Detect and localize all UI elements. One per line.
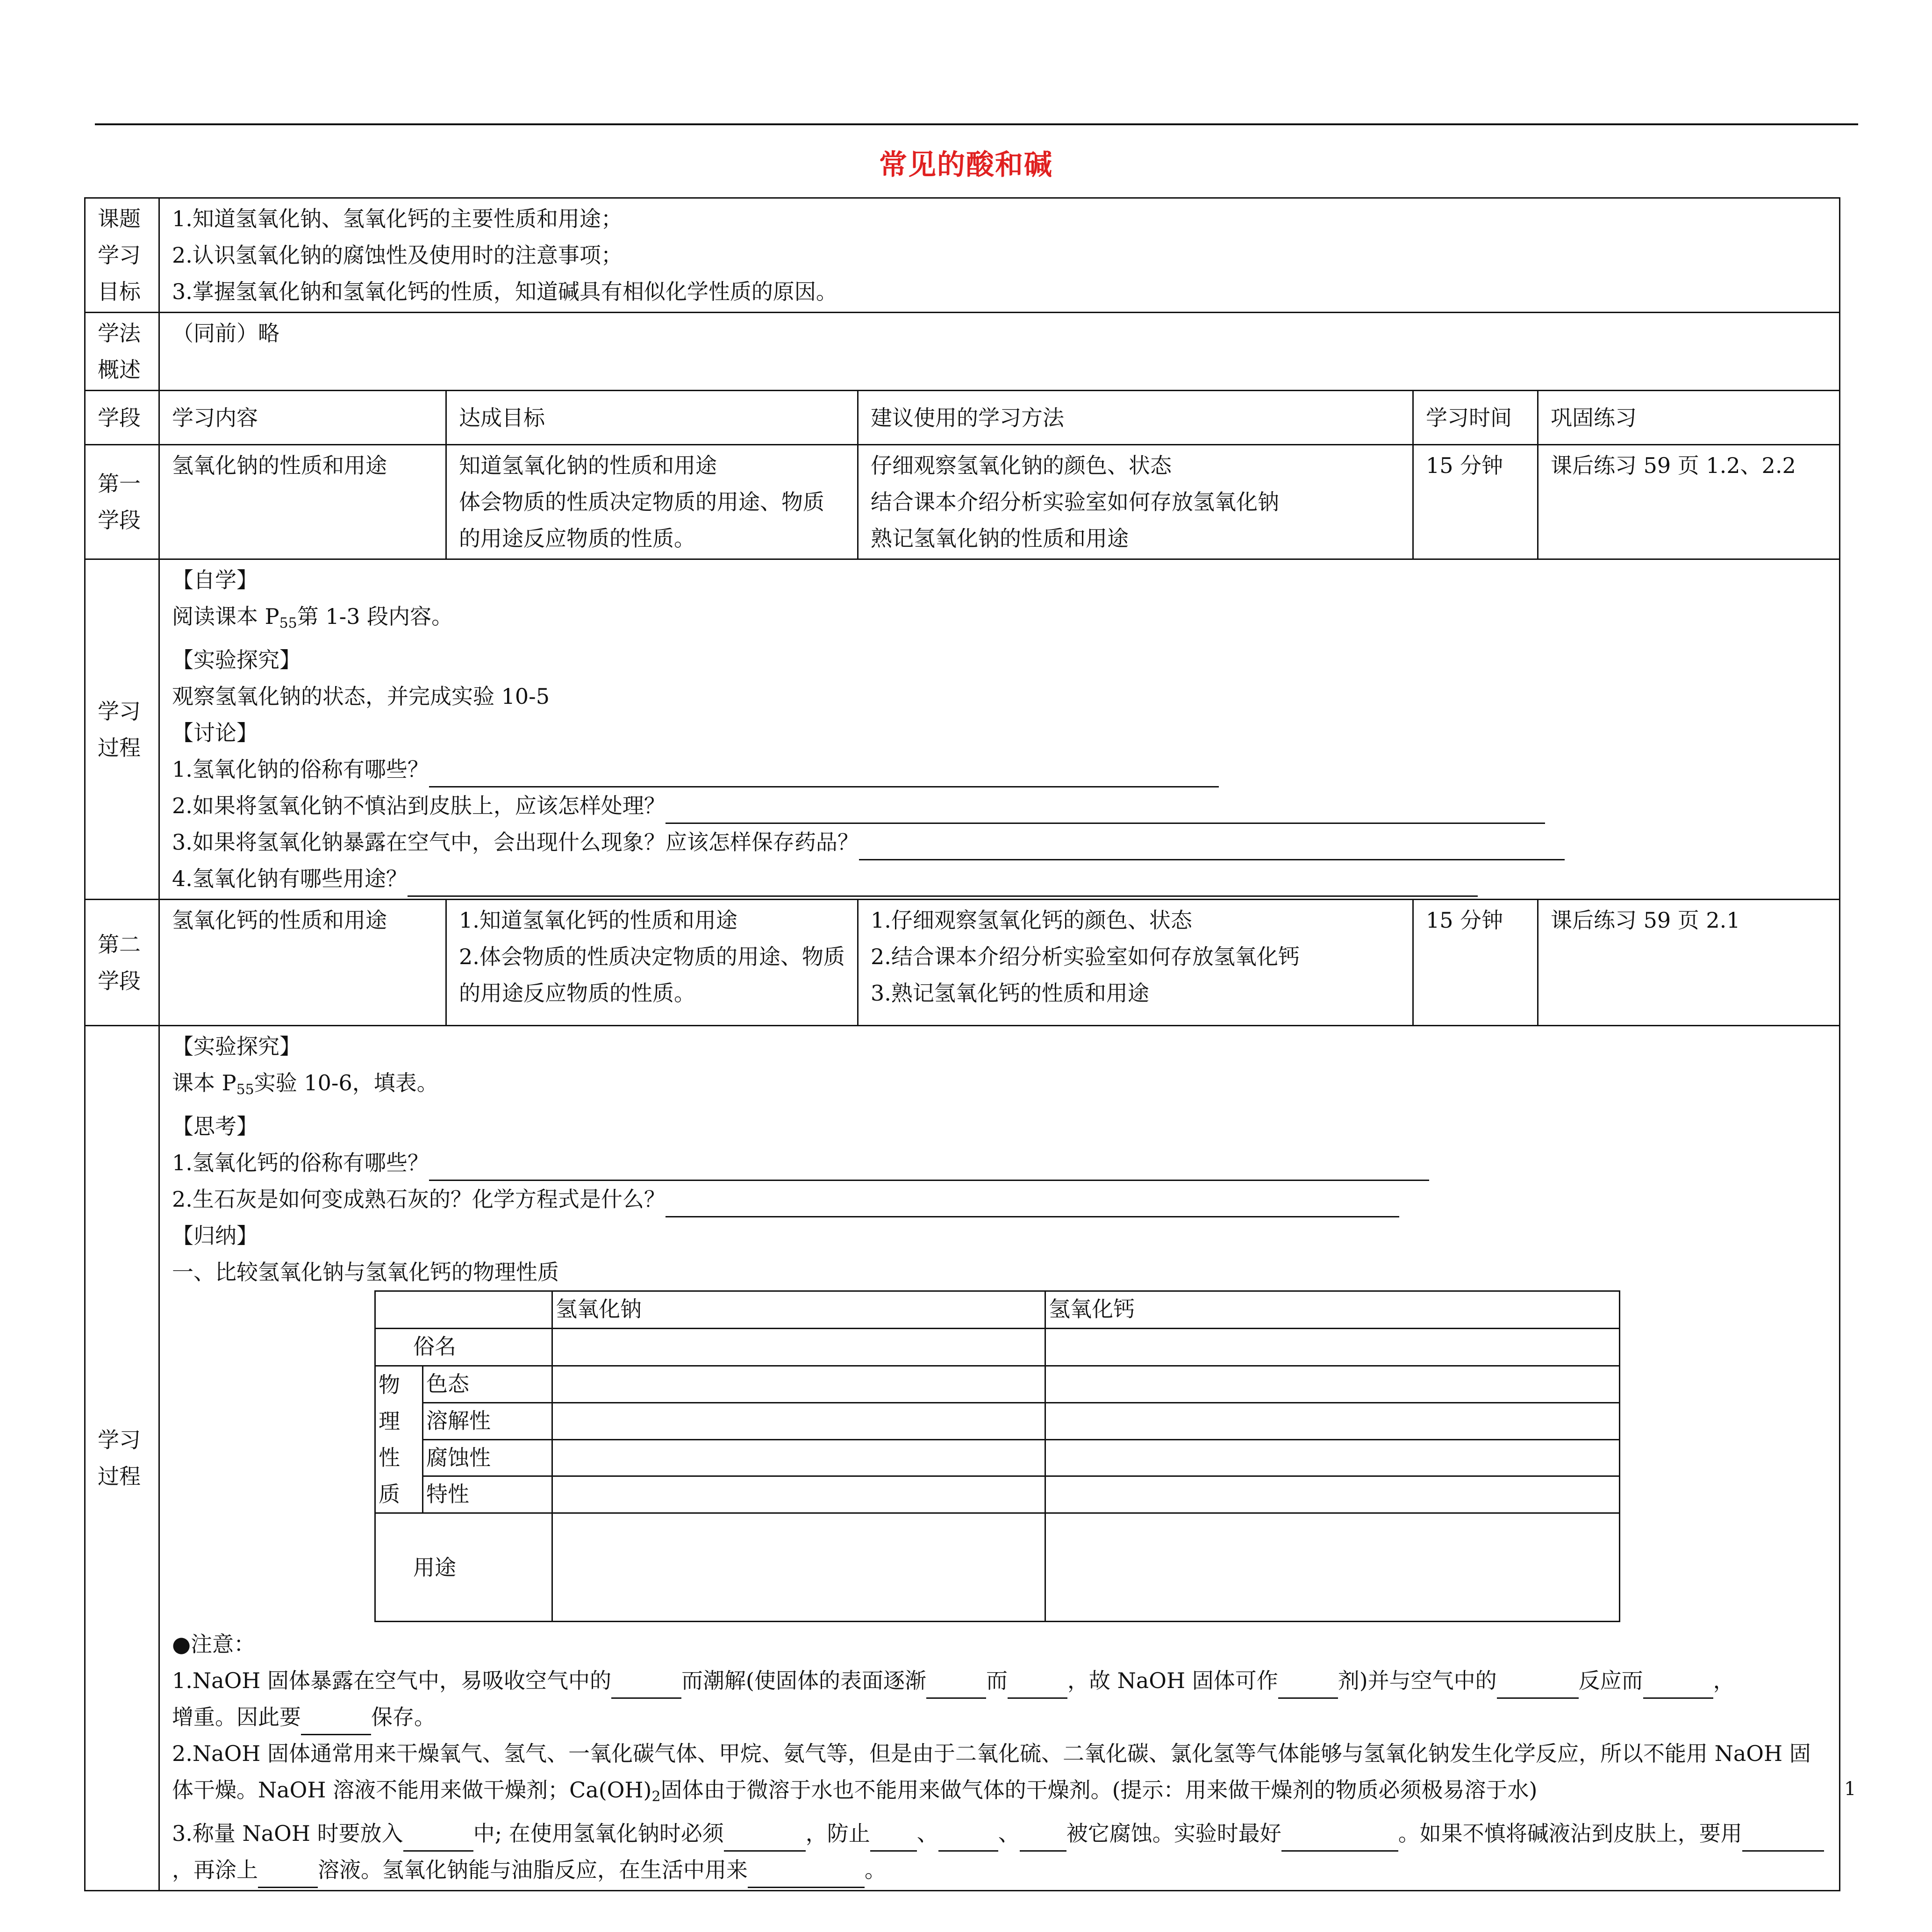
note-3: 3.称量 NaOH 时要放入 中; 在使用氢氧化钠时必须 ，防止 、 、 被它腐蚀。实验时最好 。如果不慎将碱液沾到皮肤上，要用，再涂上 溶液。氢氧化钠能与油脂反应，在生活中用来 。	[172, 1815, 1827, 1888]
input-cell[interactable]	[1045, 1513, 1620, 1622]
fill-blank[interactable]	[1020, 1824, 1066, 1852]
fill-blank[interactable]	[403, 1824, 473, 1852]
objectives-list	[159, 198, 1840, 313]
stage2-content: 氢氧化钙的性质和用途	[159, 900, 446, 1026]
row-special: 特性	[423, 1476, 552, 1513]
method-item: 1.仔细观察氢氧化钙的颜色、状态	[871, 908, 1192, 933]
header-method: 建议使用的学习方法	[858, 391, 1413, 445]
answer-blank[interactable]	[429, 760, 1219, 787]
process1-label: 学习过程	[85, 559, 159, 900]
answer-blank[interactable]	[665, 1190, 1399, 1217]
fill-blank[interactable]	[870, 1824, 917, 1852]
fill-blank[interactable]	[938, 1824, 998, 1852]
col-caoh: 氢氧化钙	[1045, 1291, 1620, 1329]
stage1-time: 15 分钟	[1413, 445, 1538, 559]
objective-item: 3.掌握氢氧化钠和氢氧化钙的性质，知道碱具有相似化学性质的原因。	[172, 279, 837, 304]
row-usage: 用途	[375, 1513, 552, 1622]
stage2-goals	[446, 900, 858, 1026]
input-cell[interactable]	[552, 1513, 1045, 1622]
method-row	[85, 313, 1840, 391]
method-item: 2.结合课本介绍分析实验室如何存放氢氧化钙	[871, 944, 1300, 969]
objectives-row	[85, 198, 1840, 313]
input-cell[interactable]	[1045, 1366, 1620, 1403]
fill-blank[interactable]	[748, 1860, 865, 1888]
fill-blank[interactable]	[258, 1860, 318, 1888]
header-time: 学习时间	[1413, 391, 1538, 445]
stage1-row	[85, 445, 1840, 559]
process2-row	[85, 1026, 1840, 1891]
question-2: 2.生石灰是如何变成熟石灰的？化学方程式是什么？	[172, 1181, 1827, 1217]
stage2-practice: 课后练习 59 页 2.1	[1538, 900, 1840, 1026]
input-cell[interactable]	[552, 1366, 1045, 1403]
input-cell[interactable]	[552, 1439, 1045, 1476]
experiment-heading: 【实验探究】	[172, 647, 301, 673]
method-item: 3.熟记氢氧化钙的性质和用途	[871, 980, 1149, 1006]
input-cell[interactable]	[552, 1402, 1045, 1439]
fill-blank[interactable]	[1008, 1671, 1067, 1699]
header-row	[85, 391, 1840, 445]
fill-blank[interactable]	[724, 1824, 806, 1852]
experiment-heading: 【实验探究】	[172, 1034, 301, 1059]
notes-heading: ●注意：	[172, 1631, 256, 1657]
answer-blank[interactable]	[408, 869, 1478, 897]
input-cell[interactable]	[1045, 1329, 1620, 1366]
question-1: 1.氢氧化钙的俗称有哪些？	[172, 1145, 1827, 1181]
fill-blank[interactable]	[926, 1671, 986, 1699]
row-alias: 俗名	[375, 1329, 552, 1366]
method-item: 仔细观察氢氧化钠的颜色、状态	[871, 453, 1172, 478]
stage2-label: 第二学段	[85, 900, 159, 1026]
question-2: 2.如果将氢氧化钠不慎沾到皮肤上，应该怎样处理？	[172, 787, 1827, 824]
row-corrosive: 腐蚀性	[423, 1439, 552, 1476]
physical-label: 物 理 性 质	[375, 1366, 423, 1513]
question-4: 4.氢氧化钠有哪些用途？	[172, 860, 1827, 897]
row-color: 色态	[423, 1366, 552, 1403]
stage1-goals	[446, 445, 858, 559]
stage1-practice: 课后练习 59 页 1.2、2.2	[1538, 445, 1840, 559]
fill-blank[interactable]	[1643, 1671, 1713, 1699]
summary-heading: 【归纳】	[172, 1223, 258, 1248]
header-practice: 巩固练习	[1538, 391, 1840, 445]
answer-blank[interactable]	[665, 796, 1545, 824]
process1-row	[85, 559, 1840, 900]
method-label: 学法概述	[85, 313, 159, 391]
think-heading: 【思考】	[172, 1114, 258, 1139]
compare-title: 一、比较氢氧化钠与氢氧化钙的物理性质	[172, 1259, 559, 1285]
header-content: 学习内容	[159, 391, 446, 445]
stage2-time: 15 分钟	[1413, 900, 1538, 1026]
stage1-content: 氢氧化钠的性质和用途	[159, 445, 446, 559]
answer-blank[interactable]	[859, 833, 1565, 860]
objectives-label: 课题学习目标	[85, 198, 159, 313]
stage1-label: 第一学段	[85, 445, 159, 559]
objective-item: 1.知道氢氧化钠、氢氧化钙的主要性质和用途；	[172, 206, 623, 231]
row-solubility: 溶解性	[423, 1402, 552, 1439]
method-item: 熟记氢氧化钠的性质和用途	[871, 526, 1129, 551]
objective-item: 2.认识氢氧化钠的腐蚀性及使用时的注意事项；	[172, 243, 623, 268]
corner-cell	[375, 1291, 552, 1329]
page-title: 常见的酸和碱	[879, 149, 1053, 181]
goal-item: 1.知道氢氧化钙的性质和用途	[459, 908, 737, 933]
input-cell[interactable]	[1045, 1402, 1620, 1439]
experiment-task: 课本 $P_{55}$实验 10-6，填表。	[172, 1070, 438, 1098]
process2-label: 学习过程	[85, 1026, 159, 1891]
discussion-heading: 【讨论】	[172, 720, 258, 745]
input-cell[interactable]	[552, 1329, 1045, 1366]
question-1: 1.氢氧化钠的俗称有哪些？	[172, 751, 1827, 787]
lesson-plan-table	[84, 197, 1840, 1891]
page-number: 1	[1844, 1778, 1856, 1800]
fill-blank[interactable]	[1497, 1671, 1579, 1699]
note-2: 2.NaOH 固体通常用来干燥氧气、氢气、一氧化碳气体、甲烷、氨气等，但是由于二氧化硫、二氧化碳、氯化氢等气体能够与氢氧化钠发生化学反应，所以不能用 NaOH 固体干燥。NaOH 溶液不能用来做干燥剂；$Ca(OH)_2$固体由于微溶于水也不能用来做气体的干燥剂。(提示：用来做干燥剂的物质必须极易溶于水)	[172, 1741, 1811, 1805]
header-rule	[95, 123, 1858, 125]
header-goal: 达成目标	[446, 391, 858, 445]
method-value: （同前）略	[159, 313, 1840, 391]
input-cell[interactable]	[552, 1476, 1045, 1513]
goal-item: 知道氢氧化钠的性质和用途	[459, 453, 717, 478]
stage2-methods	[858, 900, 1413, 1026]
goal-item: 体会物质的性质决定物质的用途、物质的用途反应物质的性质。	[459, 489, 824, 551]
process2-body	[159, 1026, 1840, 1891]
input-cell[interactable]	[1045, 1476, 1620, 1513]
answer-blank[interactable]	[429, 1153, 1429, 1181]
stage1-methods	[858, 445, 1413, 559]
note-1: 1.NaOH 固体暴露在空气中，易吸收空气中的 而潮解(使固体的表面逐渐 而 ，故 NaOH 固体可作 剂)并与空气中的 反应而 ， 增重。因此要 保存。	[172, 1662, 1827, 1735]
input-cell[interactable]	[1045, 1439, 1620, 1476]
fill-blank[interactable]	[301, 1708, 371, 1735]
fill-blank[interactable]	[611, 1671, 681, 1699]
col-naoh: 氢氧化钠	[552, 1291, 1045, 1329]
self-study-heading: 【自学】	[172, 567, 258, 593]
reading-task: 阅读课本 $P_{55}$第 1-3 段内容。	[172, 604, 453, 631]
comparison-table	[374, 1290, 1620, 1622]
fill-blank[interactable]	[1281, 1824, 1398, 1852]
fill-blank[interactable]	[1742, 1824, 1824, 1852]
process1-body	[159, 559, 1840, 900]
stage2-row	[85, 900, 1840, 1026]
question-3: 3.如果将氢氧化钠暴露在空气中，会出现什么现象？应该怎样保存药品？	[172, 824, 1827, 860]
observe-task: 观察氢氧化钠的状态，并完成实验 10-5	[172, 684, 550, 709]
goal-item: 2.体会物质的性质决定物质的用途、物质的用途反应物质的性质。	[459, 944, 845, 1006]
method-item: 结合课本介绍分析实验室如何存放氢氧化钠	[871, 489, 1279, 515]
fill-blank[interactable]	[1278, 1671, 1338, 1699]
header-stage: 学段	[85, 391, 159, 445]
